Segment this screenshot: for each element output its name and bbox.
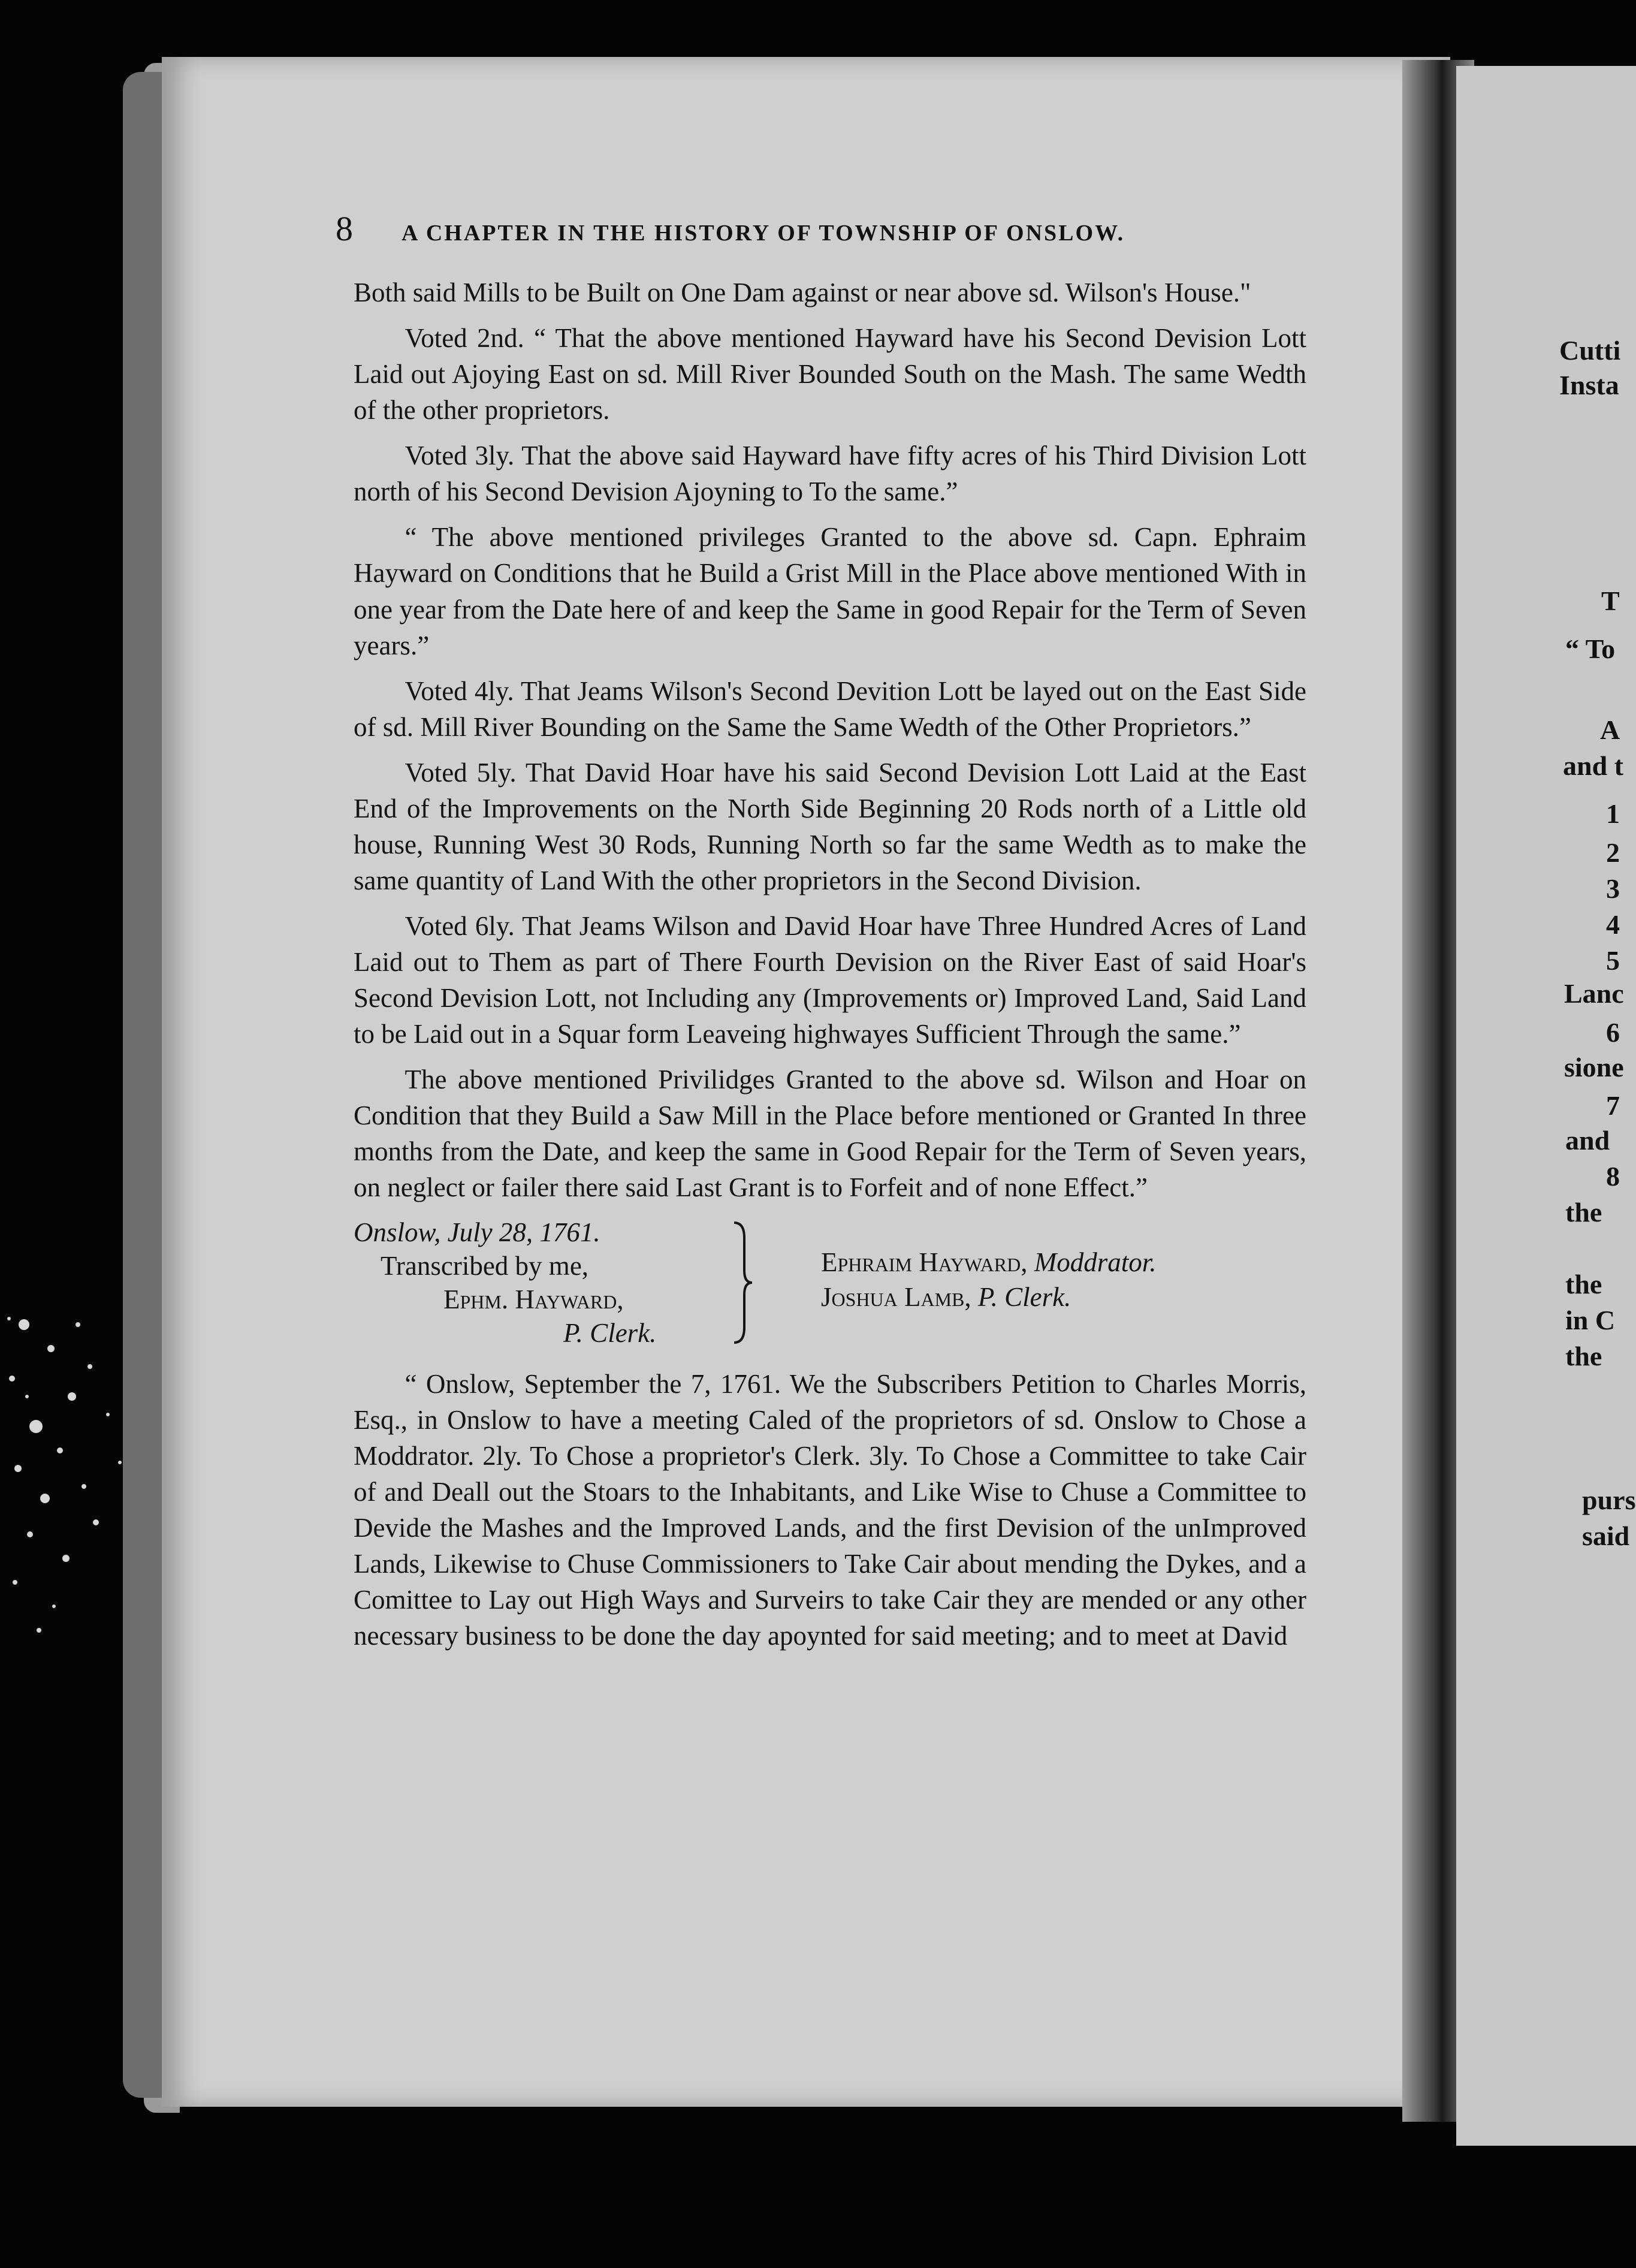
facing-fragment: the [1565, 1197, 1602, 1228]
moderator-title: Moddrator. [1034, 1247, 1157, 1277]
paragraph: Voted 2nd. “ That the above mentioned Hayward have his Second Devision Lott Laid out Ajoying East on sd. Mill River Bounded South on the Mash. The same Wedth of the other proprietors. [354, 323, 1306, 426]
paragraph: Voted 6ly. That Jeams Wilson and David Hoar have Three Hundred Acres of Land Laid out to Them as part of There Fourth Devision on the River East of said Hoar's Second Devision Lott, not Including any (Improvements or) Improved Land, Said Land to be Laid out in a Squar form Leaveing highwayes Sufficient Through the same.” [354, 911, 1306, 1049]
signature-date: Onslow, July 28, 1761. [354, 1217, 600, 1247]
facing-fragment: in C [1565, 1305, 1616, 1335]
paragraph: Voted 3ly. That the above said Hayward have fifty acres of his Third Division Lott north of his Second Devision Ajoyning to To the same.” [354, 441, 1306, 507]
page-header [336, 209, 1234, 249]
facing-fragment: Insta [1559, 370, 1619, 400]
facing-fragment: purs [1582, 1485, 1636, 1515]
clerk-title: P. Clerk. [977, 1282, 1071, 1312]
facing-fragment: the [1565, 1269, 1602, 1299]
paragraph: Voted 5ly. That David Hoar have his said Second Devision Lott Laid at the East End of the Improvements on the North Side Beginning 20 Rods north of a Little old house, Running West 30 Rods, Running North so far the same Wedth as to make the same quantity of Land With the other proprietors in the Second Division. [354, 757, 1306, 895]
clerk-name: Joshua Lamb, [821, 1282, 971, 1312]
facing-fragment: said [1582, 1521, 1630, 1551]
facing-fragment: 1 [1606, 798, 1620, 829]
moderator-name: Ephraim Hayward, [821, 1247, 1028, 1277]
paragraph: Voted 4ly. That Jeams Wilson's Second Devition Lott be layed out on the East Side of sd. Mill River Bounding on the Same the Same Wedth of the Other Proprietors.” [354, 675, 1306, 742]
facing-fragment: 4 [1606, 909, 1620, 940]
transcriber-title: P. Clerk. [563, 1318, 657, 1349]
running-head: A CHAPTER IN THE HISTORY OF TOWNSHIP OF ONSLOW. [402, 221, 1125, 246]
facing-fragment: the [1565, 1341, 1602, 1371]
facing-fragment: “ To [1565, 634, 1616, 664]
facing-fragment: 8 [1606, 1161, 1620, 1192]
facing-fragment: Lanc [1564, 978, 1624, 1009]
transcribed-line: Transcribed by me, [381, 1250, 589, 1281]
facing-fragment: 3 [1606, 873, 1620, 904]
facing-fragment: sione [1564, 1052, 1624, 1082]
facing-fragment: T [1601, 586, 1620, 616]
curly-brace-icon [713, 1220, 773, 1346]
paragraph: The above mentioned Privilidges Granted to the above sd. Wilson and Hoar on Condition that they Build a Saw Mill in the Place before mentioned or Granted In three months from the Date, and keep the same in Good Repair for the Term of Seven years, on neglect or failer there said Last Grant is to Forfeit and of none Effect.” [354, 1064, 1306, 1203]
facing-fragment: 7 [1606, 1090, 1620, 1121]
facing-fragment: 5 [1606, 945, 1620, 976]
facing-fragment: and [1565, 1125, 1610, 1156]
facing-page [1456, 66, 1636, 2146]
transcription-note [354, 1216, 713, 1350]
signature-block [354, 1216, 1306, 1350]
facing-fragment: 2 [1606, 837, 1620, 868]
page-number: 8 [336, 209, 353, 248]
transcriber-name: Ephm. Hayward, [443, 1284, 624, 1314]
body-text [354, 275, 1306, 1663]
signatories [773, 1245, 1157, 1315]
facing-fragment: 6 [1606, 1017, 1620, 1048]
paragraph: “ The above mentioned privileges Granted to the above sd. Capn. Ephraim Hayward on Conditions that he Build a Grist Mill in the Place above mentioned With in one year from the Date here of and keep the Same in good Repair for the Term of Seven years.” [354, 522, 1306, 661]
facing-fragment: A [1600, 714, 1620, 745]
paragraph: Both said Mills to be Built on One Dam against or near above sd. Wilson's House." [354, 278, 1251, 307]
paragraph: “ Onslow, September the 7, 1761. We the Subscribers Petition to Charles Morris, Esq., in Onslow to have a meeting Caled of the proprietors of sd. Onslow to Chose a Moddrator. 2ly. To Chose a proprietor's Clerk. 3ly. To Chose a Committee to take Cair of and Deall out the Stoars to the Inhabitants, and Like Wise to Chuse a Committee to Devide the Mashes and the Improved Lands, and the first Devision of the unImproved Lands, Likewise to Chuse Commissioners to Take Cair about mending the Dykes, and a Comittee to Lay out High Ways and Surveirs to take Cair they are mended or any other necessary business to be done the day apoynted for said meeting; and to meet at David [354, 1368, 1306, 1651]
facing-fragment: Cutti [1559, 335, 1621, 366]
facing-fragment: and t [1563, 750, 1623, 781]
